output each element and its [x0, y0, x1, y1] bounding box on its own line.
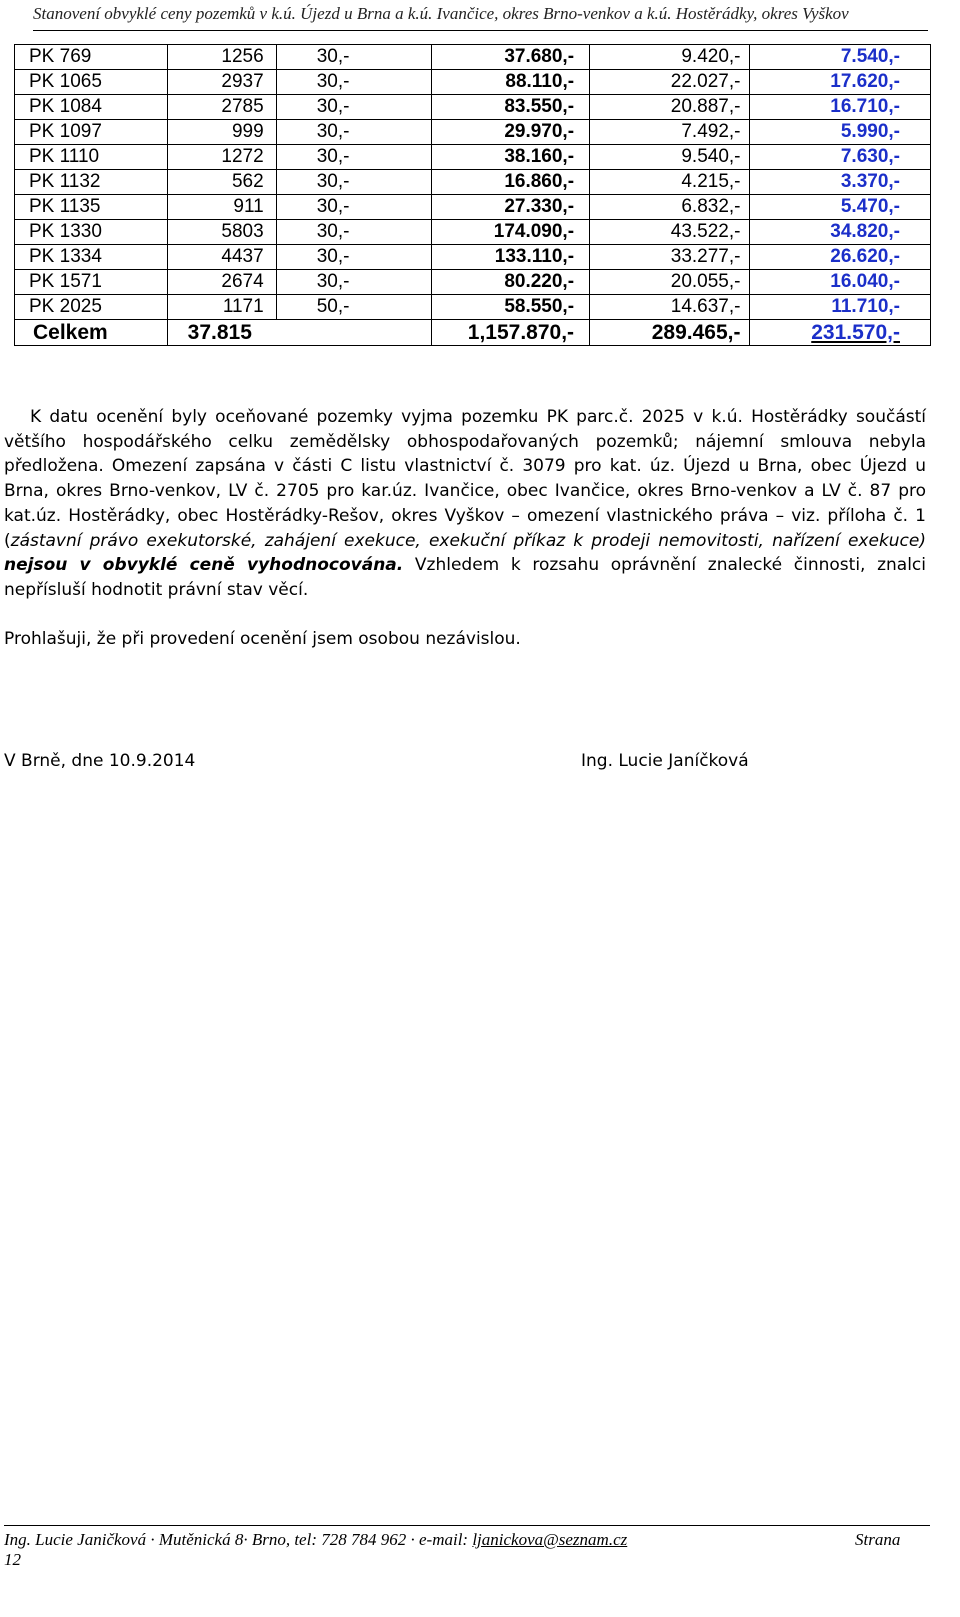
table-row: [15, 195, 931, 220]
table-row: [15, 70, 931, 95]
result-price-cell: 34.820,-: [749, 220, 931, 245]
parcel-area-cell: 562: [167, 170, 276, 195]
result-price-cell: 17.620,-: [749, 70, 931, 95]
result-price-cell: 16.040,-: [749, 270, 931, 295]
unit-price-cell: 30,-: [276, 195, 431, 220]
footer-page-label: Strana: [855, 1530, 901, 1549]
footer-contact: Ing. Lucie Janičková · Mutěnická 8· Brno, tel: 728 784 962 · e-mail:: [4, 1530, 473, 1549]
parcel-number-cell: PK 1097: [15, 120, 168, 145]
table-row: [15, 270, 931, 295]
parcel-area-cell: 4437: [167, 245, 276, 270]
result-price-cell: 5.470,-: [749, 195, 931, 220]
total-price-cell: 88.110,-: [431, 70, 589, 95]
table-row: [15, 220, 931, 245]
unit-price-cell: 30,-: [276, 70, 431, 95]
deduction-cell: 43.522,-: [590, 220, 749, 245]
total-price-cell: 80.220,-: [431, 270, 589, 295]
parcel-area-cell: 1272: [167, 145, 276, 170]
paragraph-italic-text: zástavní právo exekutorské, zahájení exekuce, exekuční příkaz k prodeji nemovitosti, nařízení exekuce): [10, 530, 926, 551]
total-row: [15, 320, 931, 346]
parcel-number-cell: PK 1334: [15, 245, 168, 270]
paragraph-text-1: K datu ocenění byly oceňované pozemky vyjma pozemku PK parc.č. 2025 v k.ú. Hostěrádky součástí většího hospodářského celku zemědělsky obhospodařovaných pozemků; nájemní smlouva nebyla předložena. Omezení zapsána v části C listu vlastnictví č. 3079 pro kat. úz. Újezd u Brna, obec Újezd u Brna, okres Brno-venkov, LV č. 2705 pro kar.úz. Ivančice, obec Ivančice, okres Brno-venkov a LV č. 87 pro kat.úz. Hostěrádky, obec Hostěrádky-Rešov, okres Vyškov – omezení vlastnického práva – viz. příloha č. 1 (: [4, 407, 926, 551]
unit-price-cell: 30,-: [276, 170, 431, 195]
total-price-cell: 58.550,-: [431, 295, 589, 320]
header-divider: [33, 30, 928, 31]
total-price-cell: 83.550,-: [431, 95, 589, 120]
total-price-cell: 37.680,-: [431, 45, 589, 70]
footer-email-link[interactable]: ljanickova@seznam.cz: [472, 1530, 628, 1549]
page-footer: [4, 1530, 904, 1569]
table-row: [15, 120, 931, 145]
result-price-cell: 3.370,-: [749, 170, 931, 195]
unit-price-cell: 30,-: [276, 120, 431, 145]
unit-price-cell: 50,-: [276, 295, 431, 320]
parcel-area-cell: 1171: [167, 295, 276, 320]
unit-price-cell: 30,-: [276, 45, 431, 70]
deduction-cell: 9.540,-: [590, 145, 749, 170]
parcel-number-cell: PK 769: [15, 45, 168, 70]
table-row: [15, 95, 931, 120]
deduction-cell: 9.420,-: [590, 45, 749, 70]
parcel-area-cell: 1256: [167, 45, 276, 70]
independence-declaration: Prohlašuji, že při provedení ocenění jsem osobou nezávislou.: [4, 629, 521, 649]
parcel-number-cell: PK 1065: [15, 70, 168, 95]
parcel-number-cell: PK 1084: [15, 95, 168, 120]
deduction-cell: 20.055,-: [590, 270, 749, 295]
result-price-cell: 16.710,-: [749, 95, 931, 120]
table-row: [15, 145, 931, 170]
parcel-area-cell: 2674: [167, 270, 276, 295]
paragraph-bold-italic-text: nejsou v obvyklé ceně vyhodnocována.: [4, 555, 404, 576]
total-deduction: 289.465,-: [590, 320, 749, 346]
deduction-cell: 33.277,-: [590, 245, 749, 270]
parcel-area-cell: 2785: [167, 95, 276, 120]
table-row: [15, 245, 931, 270]
valuation-note-paragraph: [4, 405, 926, 603]
table-row: [15, 295, 931, 320]
deduction-cell: 20.887,-: [590, 95, 749, 120]
total-price-cell: 16.860,-: [431, 170, 589, 195]
deduction-cell: 4.215,-: [590, 170, 749, 195]
total-price-cell: 27.330,-: [431, 195, 589, 220]
unit-price-cell: 30,-: [276, 245, 431, 270]
total-area: 37.815: [167, 320, 431, 346]
total-label: Celkem: [15, 320, 168, 346]
table-row: [15, 170, 931, 195]
parcel-area-cell: 999: [167, 120, 276, 145]
signer-name: Ing. Lucie Janíčková: [581, 751, 749, 771]
place-and-date: V Brně, dne 10.9.2014: [4, 751, 196, 771]
result-price-cell: 11.710,-: [749, 295, 931, 320]
footer-divider: [4, 1525, 930, 1526]
total-price-cell: 174.090,-: [431, 220, 589, 245]
parcel-area-cell: 911: [167, 195, 276, 220]
footer-page-number: 12: [4, 1550, 21, 1569]
unit-price-cell: 30,-: [276, 270, 431, 295]
parcel-area-cell: 5803: [167, 220, 276, 245]
deduction-cell: 6.832,-: [590, 195, 749, 220]
total-price-cell: 133.110,-: [431, 245, 589, 270]
result-price-cell: 7.540,-: [749, 45, 931, 70]
deduction-cell: 14.637,-: [590, 295, 749, 320]
parcel-number-cell: PK 1330: [15, 220, 168, 245]
unit-price-cell: 30,-: [276, 220, 431, 245]
paragraph-text-2: Vzhledem k rozsahu oprávnění znalecké činnosti, znalci nepřísluší hodnotit právní stav věcí.: [4, 555, 926, 600]
parcel-number-cell: PK 1132: [15, 170, 168, 195]
unit-price-cell: 30,-: [276, 95, 431, 120]
total-result: 231.570,-: [749, 320, 931, 346]
parcel-number-cell: PK 1135: [15, 195, 168, 220]
result-price-cell: 26.620,-: [749, 245, 931, 270]
result-price-cell: 7.630,-: [749, 145, 931, 170]
parcel-number-cell: PK 2025: [15, 295, 168, 320]
parcel-number-cell: PK 1110: [15, 145, 168, 170]
deduction-cell: 7.492,-: [590, 120, 749, 145]
table-row: [15, 45, 931, 70]
parcel-number-cell: PK 1571: [15, 270, 168, 295]
total-price-cell: 38.160,-: [431, 145, 589, 170]
deduction-cell: 22.027,-: [590, 70, 749, 95]
page-header: Stanovení obvyklé ceny pozemků v k.ú. Újezd u Brna a k.ú. Ivančice, okres Brno-venkov a k.ú. Hostěrádky, okres Vyškov: [33, 4, 849, 23]
parcel-area-cell: 2937: [167, 70, 276, 95]
unit-price-cell: 30,-: [276, 145, 431, 170]
result-price-cell: 5.990,-: [749, 120, 931, 145]
parcel-valuation-table: [14, 44, 931, 346]
table-body: [15, 45, 931, 320]
total-price-cell: 29.970,-: [431, 120, 589, 145]
total-price: 1,157.870,-: [431, 320, 589, 346]
